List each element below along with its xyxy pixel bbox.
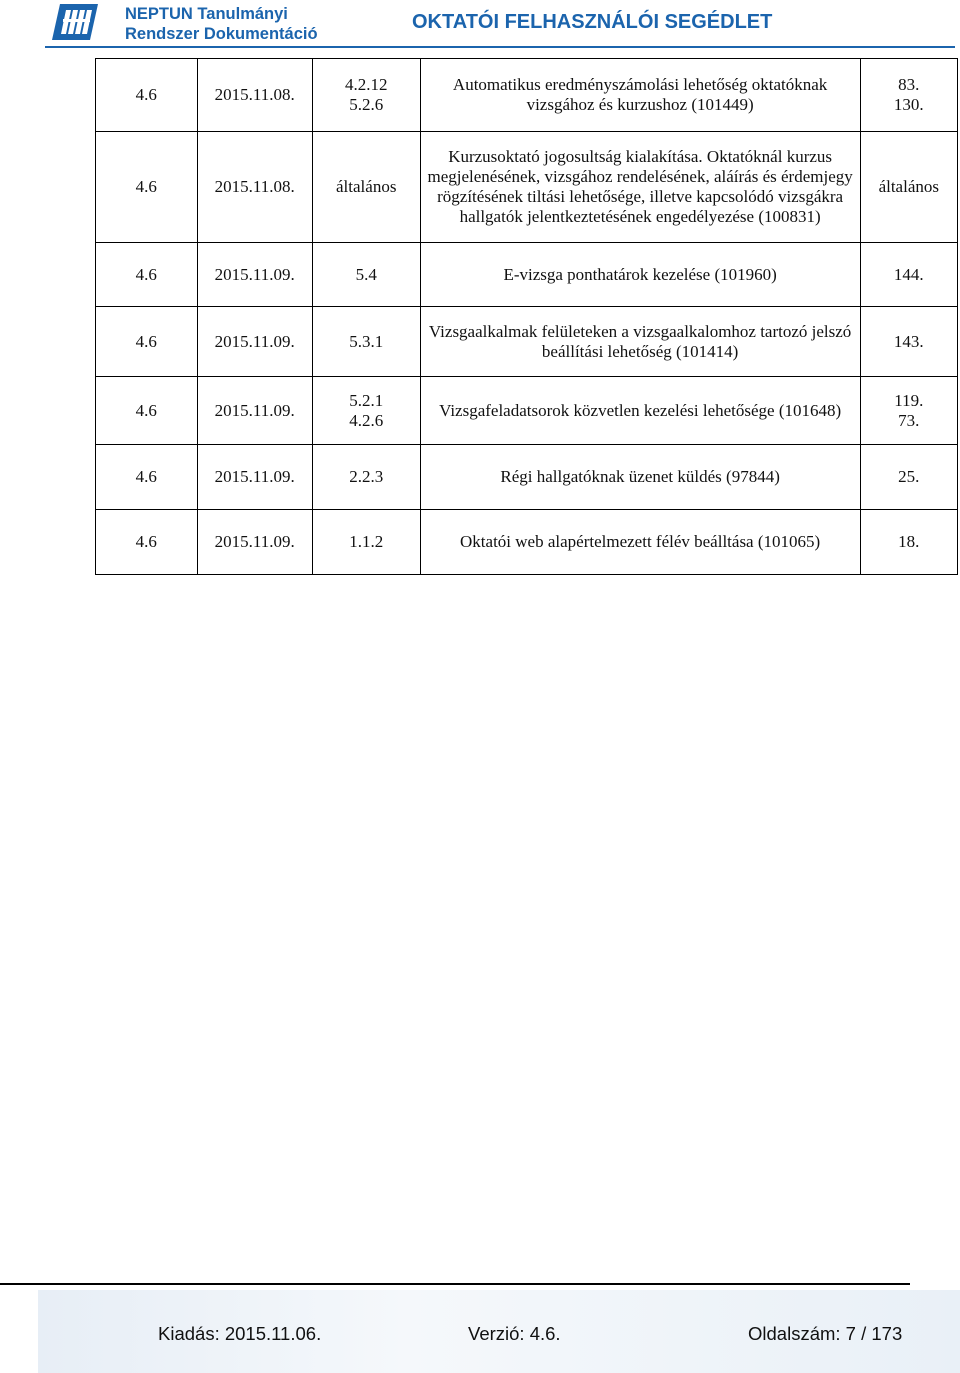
page-cell: 119. 73. [860, 377, 957, 445]
page-cell: 18. [860, 510, 957, 575]
document-title: OKTATÓI FELHASZNÁLÓI SEGÉDLET [412, 11, 773, 33]
date-cell: 2015.11.09. [197, 445, 312, 510]
description-cell: Vizsgaalkalmak felületeken a vizsgaalkalomhoz tartozó jelszó beállítási lehetőség (101414) [420, 307, 860, 377]
system-name-line1: NEPTUN Tanulmányi [125, 5, 288, 23]
table-row [96, 132, 958, 243]
page-number: Oldalszám: 7 / 173 [748, 1323, 903, 1344]
table-row [96, 445, 958, 510]
table-row [96, 307, 958, 377]
description-cell: Oktatói web alapértelmezett félév beálltása (101065) [420, 510, 860, 575]
table-row [96, 243, 958, 307]
table-row [96, 377, 958, 445]
system-name-line2: Rendszer Dokumentáció [125, 25, 318, 43]
table-row [96, 510, 958, 575]
description-cell: Kurzusoktató jogosultság kialakítása. Oktatóknál kurzus megjelenésének, vizsgához rendelésének, aláírás és érdemjegy rögzítésének tiltási lehetősége, illetve kapcsolódó vizsgákra hallgatók jelentkeztetésének engedélyezése (100831) [420, 132, 860, 243]
chapter-cell: 5.4 [312, 243, 420, 307]
chapter-cell: 5.3.1 [312, 307, 420, 377]
description-cell: Automatikus eredményszámolási lehetőség oktatóknak vizsgához és kurzushoz (101449) [420, 59, 860, 132]
version-cell: 4.6 [96, 243, 198, 307]
version-cell: 4.6 [96, 445, 198, 510]
page-cell: általános [860, 132, 957, 243]
neptun-logo-icon [52, 2, 98, 42]
footer-divider [0, 1283, 910, 1285]
version-label: Verzió: 4.6. [468, 1323, 561, 1344]
date-cell: 2015.11.09. [197, 307, 312, 377]
system-name [125, 4, 365, 44]
chapter-cell: 5.2.1 4.2.6 [312, 377, 420, 445]
version-cell: 4.6 [96, 132, 198, 243]
chapter-cell: 1.1.2 [312, 510, 420, 575]
chapter-cell: 4.2.12 5.2.6 [312, 59, 420, 132]
page-cell: 25. [860, 445, 957, 510]
date-cell: 2015.11.09. [197, 377, 312, 445]
chapter-cell: 2.2.3 [312, 445, 420, 510]
release-date: Kiadás: 2015.11.06. [158, 1323, 322, 1344]
header-divider [45, 46, 955, 48]
date-cell: 2015.11.09. [197, 510, 312, 575]
page-cell: 83. 130. [860, 59, 957, 132]
page-header [0, 0, 960, 46]
date-cell: 2015.11.09. [197, 243, 312, 307]
date-cell: 2015.11.08. [197, 132, 312, 243]
version-cell: 4.6 [96, 377, 198, 445]
page-cell: 143. [860, 307, 957, 377]
description-cell: Régi hallgatóknak üzenet küldés (97844) [420, 445, 860, 510]
description-cell: E-vizsga ponthatárok kezelése (101960) [420, 243, 860, 307]
page-cell: 144. [860, 243, 957, 307]
chapter-cell: általános [312, 132, 420, 243]
version-cell: 4.6 [96, 59, 198, 132]
date-cell: 2015.11.08. [197, 59, 312, 132]
version-cell: 4.6 [96, 510, 198, 575]
change-log-table [95, 58, 958, 575]
description-cell: Vizsgafeladatsorok közvetlen kezelési lehetősége (101648) [420, 377, 860, 445]
version-cell: 4.6 [96, 307, 198, 377]
table-row [96, 59, 958, 132]
